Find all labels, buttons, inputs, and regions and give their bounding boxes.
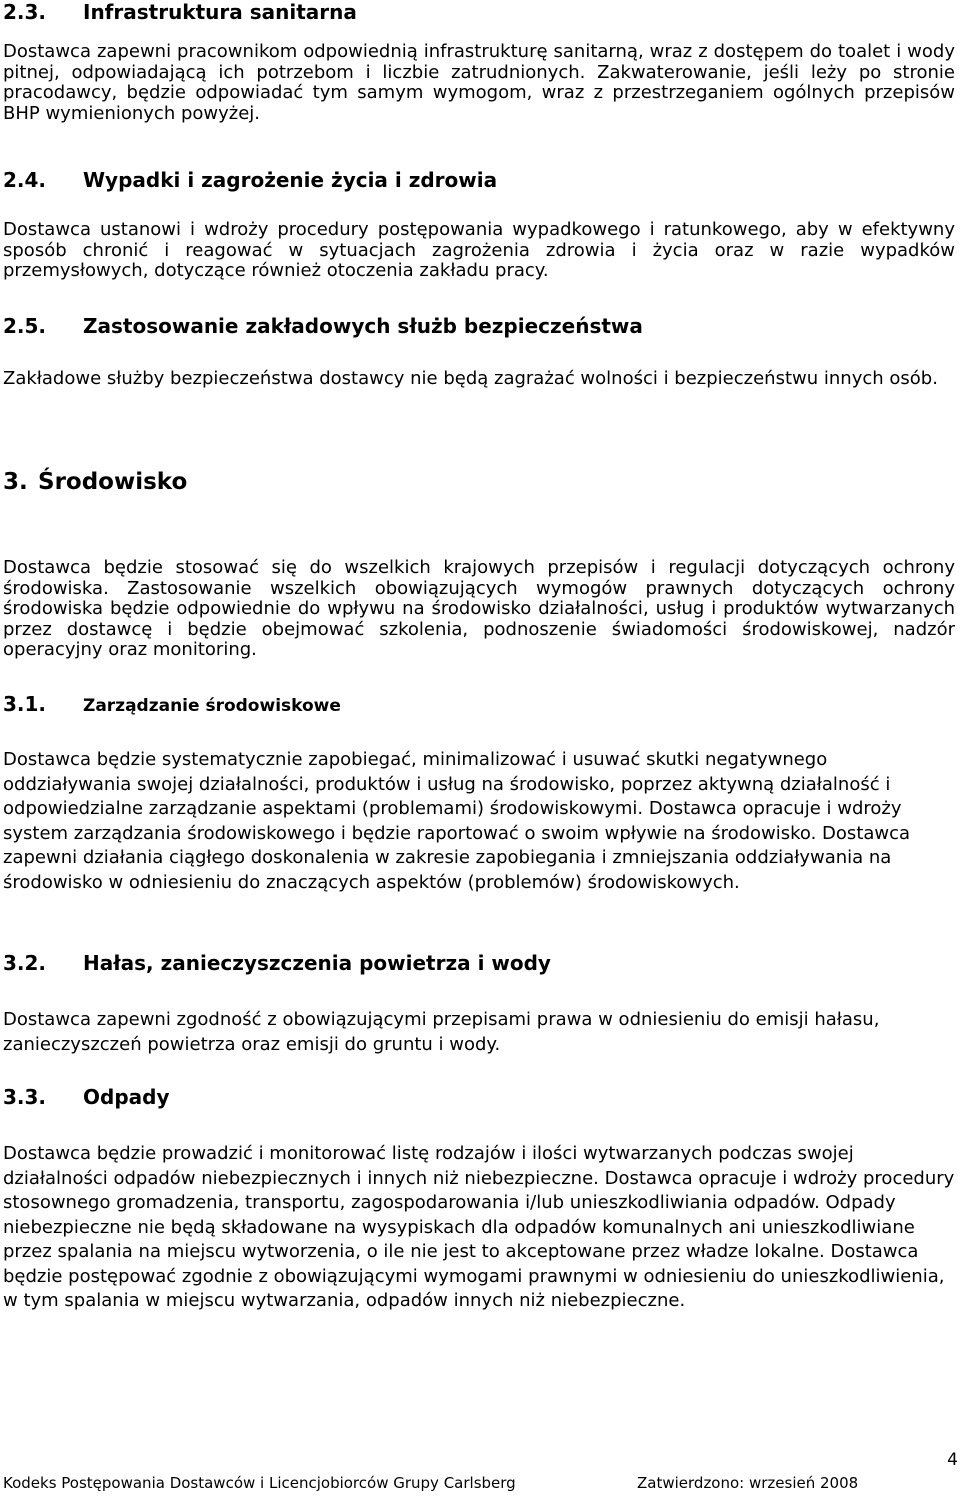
heading-2-4 (3, 168, 955, 192)
paragraph-2-3: Dostawca zapewni pracownikom odpowiednią infrastrukturę sanitarną, wraz z dostępem do toalet i wody pitnej, odpowiadającą ich potrzebom i liczbie zatrudnionych. Zakwaterowanie, jeśli leży po stronie pracodawcy, będzie odpowiadać tym samym wymogom, wraz z przestrzeganiem ogólnych przepisów BHP wymienionych powyżej. (3, 41, 955, 124)
heading-number: 3.2. (3, 951, 47, 975)
heading-title: Infrastruktura sanitarna (83, 0, 357, 24)
paragraph-3-3: Dostawca będzie prowadzić i monitorować listę rodzajów i ilości wytwarzanych podczas swojej działalności odpadów niebezpiecznych i innych niż niebezpieczne. Dostawca opracuje i wdroży procedury stosownego gromadzenia, transportu, zagospodarowania i/lub unieszkodliwiania odpadów. Odpady niebezpieczne nie będą składowane na wysypiskach dla odpadów komunalnych ani unieszkodliwiane przez spalania na miejscu wytworzenia, o ile nie jest to akceptowane przez władze lokalne. Dostawca będzie postępować zgodnie z obowiązującymi wymogami prawnymi w odniesieniu do unieszkodliwienia, w tym spalania w miejscu wytwarzania, odpadów innych niż niebezpieczne. (3, 1143, 955, 1311)
paragraph-3: Dostawca będzie stosować się do wszelkich krajowych przepisów i regulacji dotyczących ochrony środowiska. Zastosowanie wszelkich obowiązujących wymogów prawnych dotyczących ochrony środowiska będzie odpowiednie do wpływu na środowisko działalności, usług i produktów wytwarzanych przez dostawcę i będzie obejmować szkolenia, podnoszenie świadomości środowiskowej, nadzór operacyjny oraz monitoring. (3, 557, 955, 660)
footer-approval-date: Zatwierdzono: wrzesień 2008 (637, 1474, 859, 1492)
heading-2-5 (3, 314, 955, 338)
heading-number: 2.3. (3, 0, 47, 24)
heading-title: Zastosowanie zakładowych służb bezpieczeństwa (83, 314, 643, 338)
heading-number: 3. (3, 469, 28, 495)
heading-3-3 (3, 1085, 955, 1109)
heading-3-2 (3, 951, 955, 975)
heading-number: 2.5. (3, 314, 47, 338)
heading-number: 3.1. (3, 692, 47, 716)
footer-document-title: Kodeks Postępowania Dostawców i Licencjobiorców Grupy Carlsberg (3, 1474, 516, 1492)
heading-3-1 (3, 692, 955, 718)
heading-title: Wypadki i zagrożenie życia i zdrowia (83, 168, 498, 192)
heading-title: Zarządzanie środowiskowe (83, 696, 341, 716)
paragraph-3-2: Dostawca zapewni zgodność z obowiązującymi przepisami prawa w odniesieniu do emisji hałasu, zanieczyszczeń powietrza oraz emisji do gruntu i wody. (3, 1009, 880, 1055)
paragraph-2-5: Zakładowe służby bezpieczeństwa dostawcy nie będą zagrażać wolności i bezpieczeństwu innych osób. (3, 368, 938, 389)
heading-number: 3.3. (3, 1085, 47, 1109)
page-number: 4 (947, 1450, 958, 1470)
heading-number: 2.4. (3, 168, 47, 192)
heading-title: Środowisko (38, 469, 188, 495)
heading-title: Odpady (83, 1085, 170, 1109)
heading-2-3 (3, 0, 955, 24)
paragraph-3-1: Dostawca będzie systematycznie zapobiegać, minimalizować i usuwać skutki negatywnego oddziaływania swojej działalności, produktów i usług na środowisko, poprzez aktywną działalność i odpowiedzialne zarządzanie aspektami (problemami) środowiskowymi. Dostawca opracuje i wdroży system zarządzania środowiskowego i będzie raportować o swoim wpływie na środowisko. Dostawca zapewni działania ciągłego doskonalenia w zakresie zapobiegania i zmniejszania oddziaływania na środowisko w odniesieniu do znaczących aspektów (problemów) środowiskowych. (3, 749, 911, 893)
heading-3 (3, 468, 955, 496)
heading-title: Hałas, zanieczyszczenia powietrza i wody (83, 951, 551, 975)
paragraph-2-4: Dostawca ustanowi i wdroży procedury postępowania wypadkowego i ratunkowego, aby w efektywny sposób chronić i reagować w sytuacjach zagrożenia zdrowia i życia oraz w razie wypadków przemysłowych, dotyczące również otoczenia zakładu pracy. (3, 219, 955, 281)
